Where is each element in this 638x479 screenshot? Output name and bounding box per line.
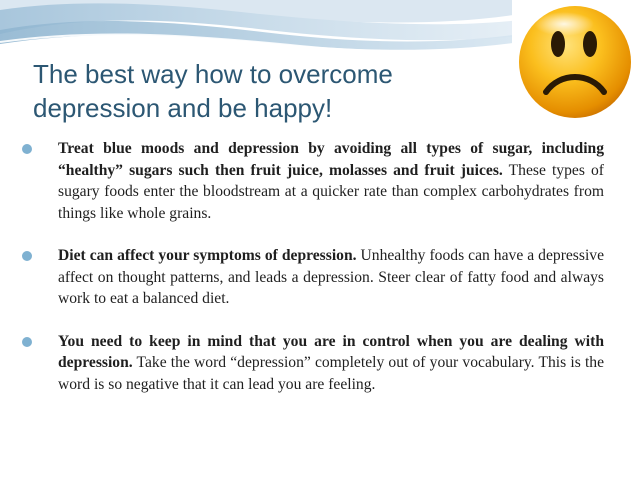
title-line-1: The best way how to overcome bbox=[33, 59, 393, 89]
sad-face-icon bbox=[512, 0, 638, 131]
bullet-dot-icon bbox=[22, 144, 32, 154]
bullet-item-sugar bbox=[22, 138, 604, 224]
bullet-bold-text: Treat blue moods and depression by avoiding all types of sugar, including “healthy” sugars such then fruit juice, molasses and fruit juices. bbox=[58, 140, 604, 179]
bullet-item-control bbox=[22, 331, 604, 396]
bullet-dot-icon bbox=[22, 337, 32, 347]
bullet-list bbox=[22, 138, 604, 395]
bullet-bold-text: You need to keep in mind that you are in control when you are dealing with depression. bbox=[58, 332, 604, 371]
slide-title bbox=[33, 57, 503, 125]
bullet-body-text: Take the word “depression” completely out of your vocabulary. This is the word is so negative that it can lead you are feeling. bbox=[58, 354, 604, 393]
bullet-dot-icon bbox=[22, 251, 32, 261]
bullet-body-text: These types of sugary foods enter the bloodstream at a quicker rate than complex carbohydrates from things like whole grains. bbox=[58, 161, 604, 222]
bullet-body-text: Unhealthy foods can have a depressive affect on thought patterns, and leads a depression. Steer clear of fatty food and always work to eat a balanced diet. bbox=[58, 247, 604, 307]
bullet-item-diet bbox=[22, 245, 604, 310]
bullet-bold-text: Diet can affect your symptoms of depression. bbox=[58, 247, 357, 264]
title-line-2: depression and be happy! bbox=[33, 93, 333, 123]
